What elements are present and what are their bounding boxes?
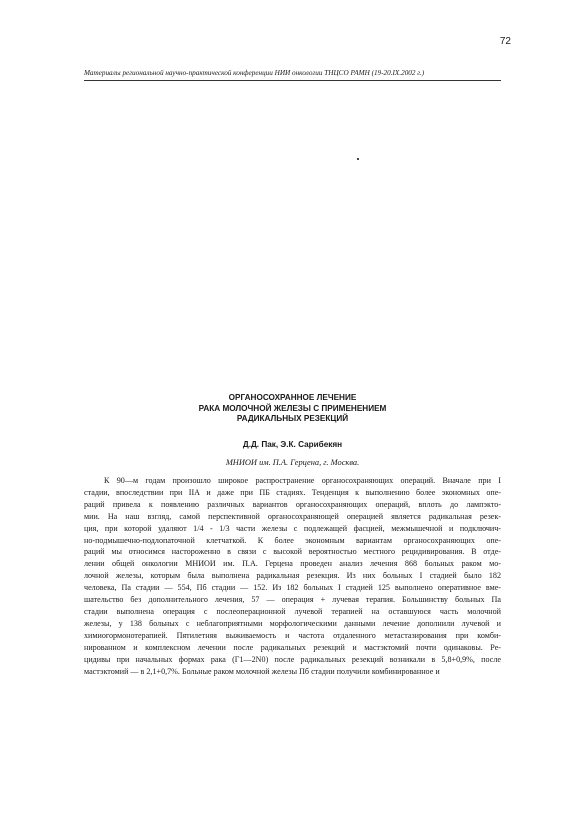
running-header: Материалы региональной научно-практической конференции НИИ онкологии ТНЦСО РАМН (19-20.IX.2002 г.) — [84, 69, 425, 77]
affiliation: МНИОИ им. П.А. Герцена, г. Москва. — [225, 458, 360, 467]
body-line: стадии выполнена операция с послеоперационной лучевой терапией на оставшуюся часть молочной — [84, 606, 501, 616]
body-line: человека, Па стадии — 554, Пб стадии — 152. Из 182 больных I стадией 125 выполнено оперативное вме- — [84, 583, 501, 593]
body-line: лении общей онкологии МНИОИ им. П.А. Герцена проведен анализ лечения 868 больных раком мо- — [84, 559, 501, 569]
body-line: ция, при которой удаляют 1/4 - 1/3 части железы с подлежащей фасцией, межмышечной и подключич- — [84, 523, 501, 533]
scan-speck — [357, 158, 359, 160]
body-line: стадии, впоследствии при IIА и даже при ПБ стадиях. Тенденция к выполнению более экономных опе- — [84, 487, 501, 497]
article-title-line: РАКА МОЛОЧНОЙ ЖЕЛЕЗЫ С ПРИМЕНЕНИЕМ — [198, 403, 387, 413]
article-title-line: РАДИКАЛЬНЫХ РЕЗЕКЦИЙ — [236, 414, 349, 423]
header-rule — [84, 80, 501, 81]
body-line: но-подмышечно-подлопаточной клетчаткой. К более экономным вариантам органосохраняющих опе- — [84, 535, 501, 545]
authors: Д.Д. Пак, Э.К. Сарибекян — [242, 440, 343, 449]
article-title — [84, 393, 501, 425]
body-line: мии. На наш взгляд, самой перспективной органосохраняющей операцией является радикальная резек- — [84, 511, 501, 521]
body-line: цидивы при начальных формах рака (Г1—2N0) после радикальных резекций возникали в 5,8+0,9%, после — [84, 654, 501, 664]
page-number: 72 — [499, 36, 511, 47]
body-line: нированном и комплексном лечении после радикальных резекций и мастэктомий почти одинаковы. Ре- — [84, 642, 501, 652]
body-line: химиогормонотерапией. Пятилетняя выживаемость и частота отдаленного метастазирования при комби- — [84, 630, 501, 640]
body-line: раций привела к появлению различных вариантов органосохраняющих операций, вплоть до лампэкто- — [84, 499, 501, 509]
body-line: мастэктомий — в 2,1+0,7%. Больные раком молочной железы Пб стадии получили комбинированное и — [84, 666, 440, 676]
article-title-line: ОРГАНОСОХРАННОЕ ЛЕЧЕНИЕ — [228, 393, 357, 402]
body-text — [84, 475, 501, 677]
body-line: железы, у 138 больных с неблагоприятными морфологическими данными лечение дополнили лучевой и — [84, 618, 501, 628]
body-line: лочной железы, которым была выполнена радикальная резекция. Из них больных I стадией было 182 — [84, 571, 501, 581]
body-line: раций мы относимся настороженно в связи с высокой вероятностью местного рецидивирования. В отде- — [84, 547, 501, 557]
body-line: шательство без дополнительного лечения, 57 — операция + лучевая терапия. Большинству больных Па — [84, 595, 501, 605]
body-line: К 90—м годам произошло широкое распространение органосохраняющих операций. Вначале при I — [104, 476, 501, 485]
